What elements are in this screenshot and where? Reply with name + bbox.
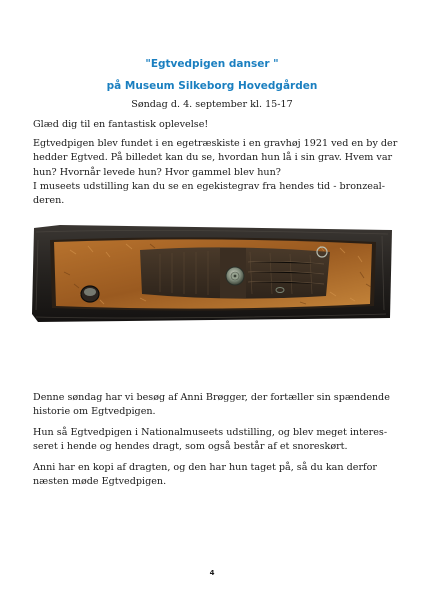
event-title: "Egtvedpigen danser " — [145, 58, 279, 70]
intro-paragraph-2: Egtvedpigen blev fundet i en egetræskiste i en gravhøj 1921 ved en by der hedder Egtved. På billedet kan du se, hvordan hun lå i sin grav. Hvem var hun? Hvornår levede hun? Hvor gammel blev hun? — [33, 138, 398, 178]
body-paragraph-1: Denne søndag har vi besøg af Anni Brøgger, der fortæller sin spændende historie om Egtvedpigen. — [33, 392, 390, 418]
intro-paragraph-3: I museets udstilling kan du se en egekistegrav fra hendes tid - bronzeal-deren. — [33, 181, 385, 207]
oak-coffin-grave-photo — [30, 222, 396, 325]
page-number: 4 — [209, 569, 215, 577]
event-date: Søndag d. 4. september kl. 15-17 — [131, 99, 293, 110]
body-paragraph-2: Hun så Egtvedpigen i Nationalmuseets udstilling, og blev meget interes-seret i hende og hendes dragt, som også består af et snoreskørt. — [33, 427, 388, 453]
body-paragraph-3: Anni har en kopi af dragten, og den har hun taget på, så du kan derfor næsten møde Egtvedpigen. — [33, 462, 377, 488]
intro-paragraph-1: Glæd dig til en fantastisk oplevelse! — [33, 119, 209, 130]
event-venue: på Museum Silkeborg Hovedgården — [106, 80, 318, 92]
